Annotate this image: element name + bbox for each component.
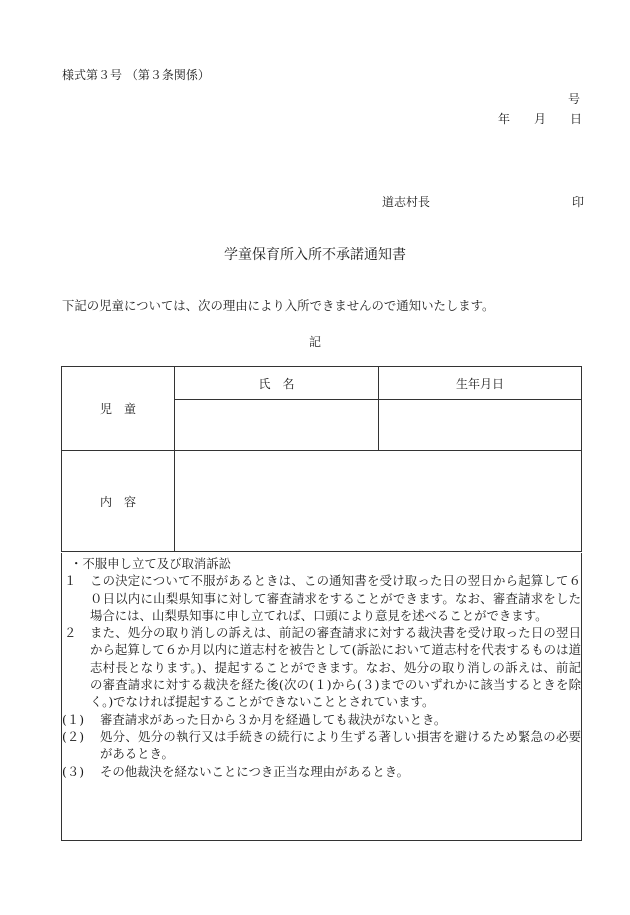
child-info-table (61, 366, 582, 552)
subitem-text: その他裁決を経ないことにつき正当な理由があるとき。 (100, 763, 410, 779)
document-number: 号 (567, 92, 580, 106)
notice-item (62, 572, 581, 624)
issuer-name: 道志村長 (382, 195, 431, 209)
subitem-number: (２) (62, 728, 85, 744)
subitem-text: 処分、処分の執行又は手続きの続行により生ずる著しい損害を避けるため緊急の必要があるとき。 (100, 728, 581, 762)
seal-mark: 印 (572, 195, 585, 209)
issue-date: 年 月 日 (497, 112, 582, 126)
item-text: また、処分の取り消しの訴えは、前記の審査請求に対する裁決書を受け取った日の翌日から起算して６か月以内に道志村を被告として(訴訟において道志村を代表するものは道志村長となります。)、提起することができます。なお、処分の取り消しの訴えは、前記の審査請求に対する裁決を経た後(次の(１)から(３)までのいずれかに該当するときを除く。)でなければ提起することができないこととされています。 (90, 625, 581, 710)
notice-subitem (62, 763, 581, 780)
item-number: １ (64, 573, 77, 589)
intro-text: 下記の児童については、次の理由により入所できませんので通知いたします。 (62, 298, 495, 313)
content-field[interactable] (175, 451, 582, 552)
content-label: 内 容 (62, 451, 175, 552)
subitem-number: (１) (62, 711, 85, 727)
ki-heading: 記 (308, 335, 321, 349)
dob-header: 生年月日 (379, 367, 582, 400)
name-field[interactable] (175, 400, 379, 451)
dob-field[interactable] (379, 400, 582, 451)
notice-heading: ・不服申し立て及び取消訴訟 (70, 556, 232, 571)
form-number-label: 様式第３号 （第３条関係） (62, 68, 210, 82)
child-label: 児 童 (62, 367, 175, 451)
document-title: 学童保育所入所不承諾通知書 (224, 247, 406, 263)
subitem-text: 審査請求があった日から３か月を経過しても裁決がないとき。 (100, 711, 447, 727)
name-header: 氏 名 (175, 367, 379, 400)
notice-subitem (62, 711, 581, 728)
item-text: この決定について不服があるときは、この通知書を受け取った日の翌日から起算して６０日以内に山梨県知事に対して審査請求をすることができます。なお、審査請求をした場合には、山梨県知事に申し立てれば、口頭により意見を述べることができます。 (90, 573, 581, 623)
subitem-number: (３) (62, 763, 85, 779)
appeal-notice-box (61, 553, 582, 841)
notice-subitem (62, 728, 581, 763)
notice-item (62, 624, 581, 710)
item-number: ２ (64, 625, 77, 641)
